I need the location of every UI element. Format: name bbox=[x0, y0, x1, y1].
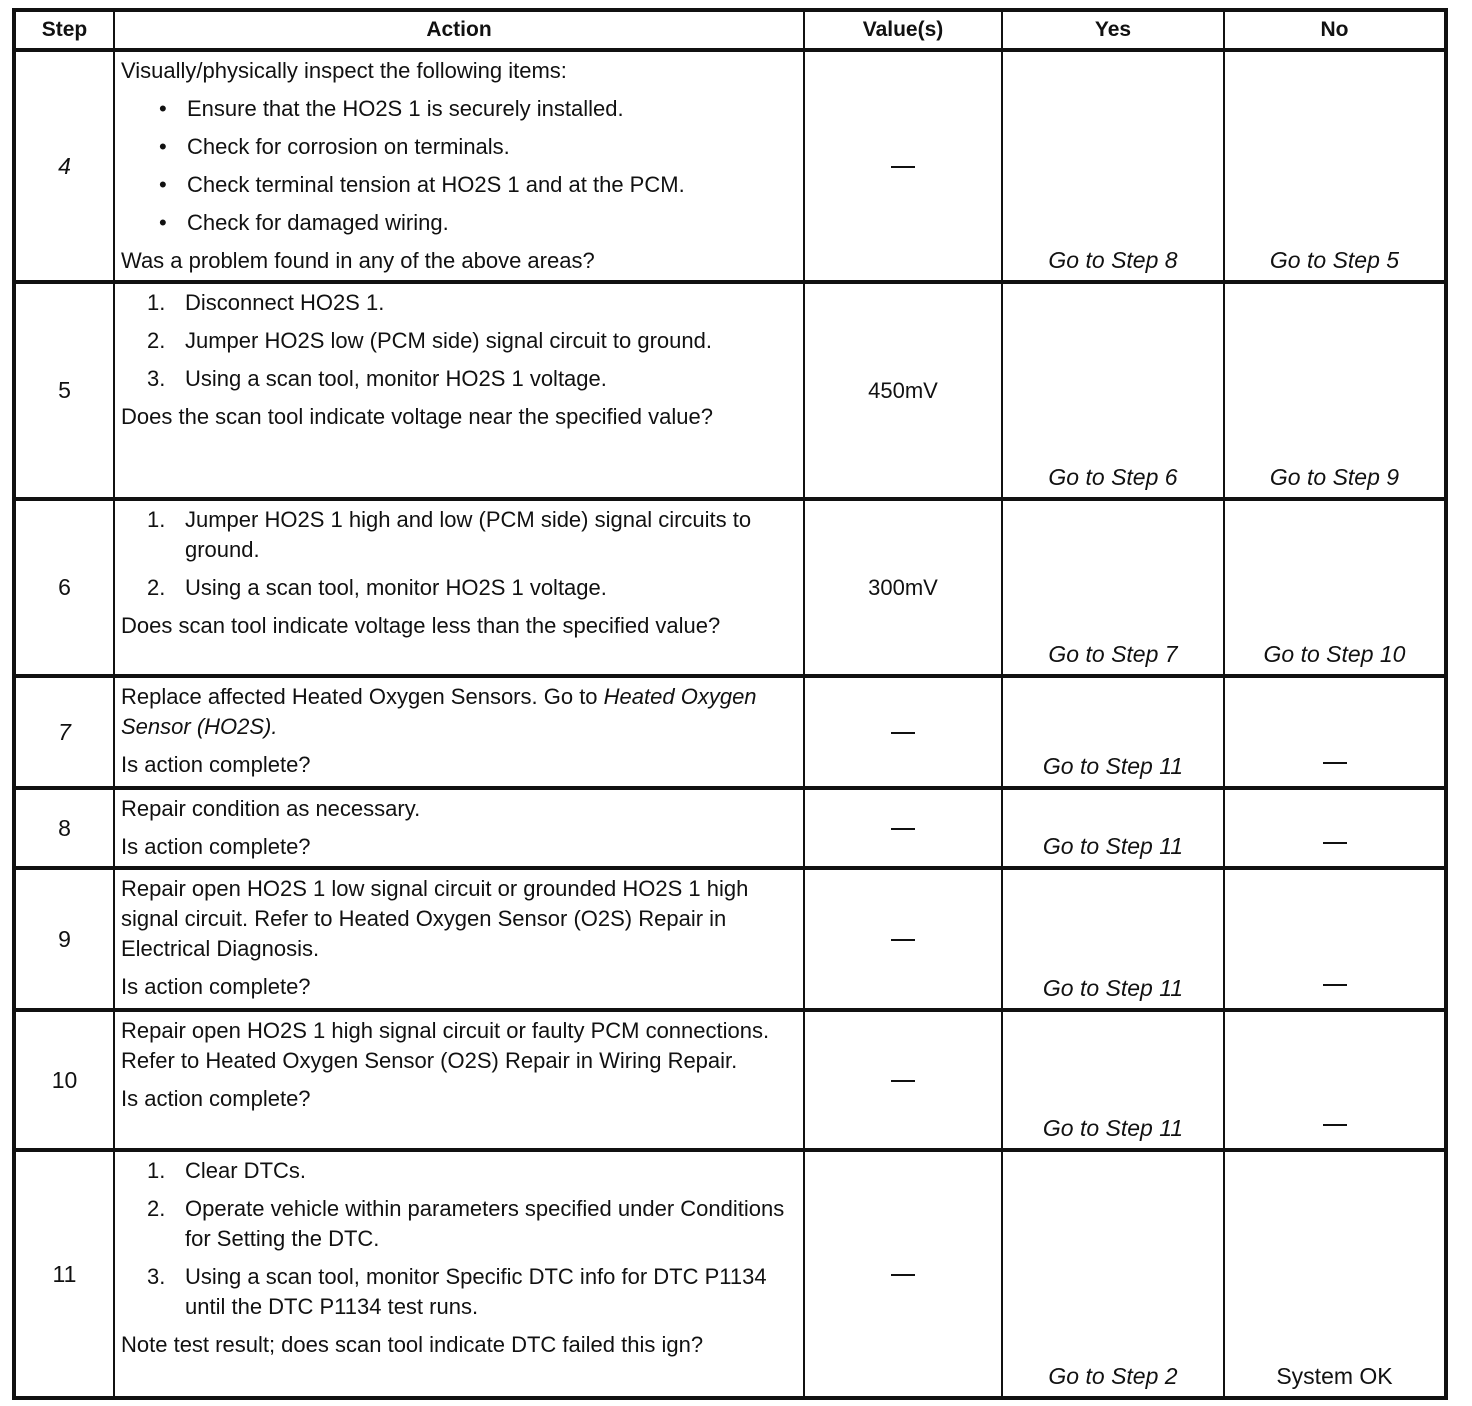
step-number: 9 bbox=[14, 868, 114, 1010]
header-step: Step bbox=[14, 10, 114, 50]
value-cell bbox=[804, 1010, 1002, 1150]
yes-result: Go to Step 11 bbox=[1002, 868, 1224, 1010]
numbered-item bbox=[121, 1262, 797, 1322]
yes-result: Go to Step 7 bbox=[1002, 499, 1224, 676]
numbered-item bbox=[121, 505, 797, 565]
table-row bbox=[14, 282, 1446, 499]
action-cell bbox=[114, 1150, 804, 1398]
action-question: Does scan tool indicate voltage less than the specified value? bbox=[121, 613, 721, 638]
table-row bbox=[14, 788, 1446, 868]
action-question: Note test result; does scan tool indicate DTC failed this ign? bbox=[121, 1332, 704, 1357]
yes-result: Go to Step 8 bbox=[1002, 50, 1224, 282]
value-cell bbox=[804, 676, 1002, 788]
header-action: Action bbox=[114, 10, 804, 50]
dash-mark bbox=[1323, 984, 1347, 986]
table-row bbox=[14, 50, 1446, 282]
action-cell bbox=[114, 282, 804, 499]
value-cell bbox=[804, 1150, 1002, 1398]
yes-result: Go to Step 11 bbox=[1002, 788, 1224, 868]
no-result bbox=[1224, 676, 1446, 788]
diagnostic-table-page bbox=[12, 8, 1444, 1400]
dash-mark bbox=[891, 166, 915, 168]
numbered-item bbox=[121, 1156, 797, 1186]
item-number: 1. bbox=[147, 1158, 166, 1183]
action-cell bbox=[114, 676, 804, 788]
header-row bbox=[14, 10, 1446, 50]
step-number: 8 bbox=[14, 788, 114, 868]
no-result bbox=[1224, 1010, 1446, 1150]
action-question: Is action complete? bbox=[121, 834, 311, 859]
item-number: 1. bbox=[147, 290, 166, 315]
yes-result: Go to Step 2 bbox=[1002, 1150, 1224, 1398]
action-text: Repair condition as necessary. bbox=[121, 796, 421, 821]
bullet-item: • Check terminal tension at HO2S 1 and at the PCM. bbox=[121, 166, 797, 204]
item-number: 2. bbox=[147, 1196, 166, 1221]
no-result: System OK bbox=[1224, 1150, 1446, 1398]
action-text: Repair open HO2S 1 low signal circuit or grounded HO2S 1 high signal circuit. Refer to Heated Oxygen Sensor (O2S) Repair in Electrical Diagnosis. bbox=[121, 876, 749, 961]
yes-result: Go to Step 11 bbox=[1002, 1010, 1224, 1150]
item-text: Operate vehicle within parameters specified under Conditions for Setting the DTC. bbox=[185, 1196, 785, 1251]
action-question: Does the scan tool indicate voltage near the specified value? bbox=[121, 404, 713, 429]
yes-result: Go to Step 6 bbox=[1002, 282, 1224, 499]
item-text: Clear DTCs. bbox=[185, 1158, 307, 1183]
dash-mark bbox=[891, 732, 915, 734]
value-cell bbox=[804, 50, 1002, 282]
item-text: Using a scan tool, monitor Specific DTC info for DTC P1134 until the DTC P1134 test runs. bbox=[185, 1264, 767, 1319]
dash-mark bbox=[891, 1080, 915, 1082]
dash-mark bbox=[1323, 1124, 1347, 1126]
no-result bbox=[1224, 868, 1446, 1010]
action-intro: Visually/physically inspect the following items: bbox=[121, 58, 567, 83]
no-result: Go to Step 5 bbox=[1224, 50, 1446, 282]
item-number: 1. bbox=[147, 507, 166, 532]
numbered-item bbox=[121, 1194, 797, 1254]
item-number: 2. bbox=[147, 575, 166, 600]
header-no: No bbox=[1224, 10, 1446, 50]
action-cell bbox=[114, 50, 804, 282]
yes-result: Go to Step 11 bbox=[1002, 676, 1224, 788]
item-text: Jumper HO2S 1 high and low (PCM side) signal circuits to ground. bbox=[185, 507, 752, 562]
action-question: Is action complete? bbox=[121, 974, 311, 999]
action-text-wrap bbox=[121, 682, 797, 742]
value-cell: 450mV bbox=[804, 282, 1002, 499]
action-question: Is action complete? bbox=[121, 1086, 311, 1111]
step-number: 7 bbox=[14, 676, 114, 788]
dash-mark bbox=[891, 1274, 915, 1276]
step-number: 10 bbox=[14, 1010, 114, 1150]
item-text: Disconnect HO2S 1. bbox=[185, 290, 385, 315]
bullet-item: • Check for damaged wiring. bbox=[121, 204, 797, 242]
numbered-list bbox=[121, 505, 797, 603]
bullet-item: • Ensure that the HO2S 1 is securely installed. bbox=[121, 90, 797, 128]
action-cell bbox=[114, 788, 804, 868]
item-number: 3. bbox=[147, 366, 166, 391]
step-number: 6 bbox=[14, 499, 114, 676]
numbered-item bbox=[121, 288, 797, 318]
numbered-item bbox=[121, 326, 797, 356]
item-text: Using a scan tool, monitor HO2S 1 voltage. bbox=[185, 575, 607, 600]
table-row bbox=[14, 1150, 1446, 1398]
header-values: Value(s) bbox=[804, 10, 1002, 50]
no-result: Go to Step 10 bbox=[1224, 499, 1446, 676]
dash-mark bbox=[891, 939, 915, 941]
action-text: Repair open HO2S 1 high signal circuit or faulty PCM connections. Refer to Heated Oxygen Sensor (O2S) Repair in Wiring Repair. bbox=[121, 1018, 770, 1073]
action-text: Replace affected Heated Oxygen Sensors. Go to bbox=[121, 684, 598, 709]
step-number: 11 bbox=[14, 1150, 114, 1398]
action-cell bbox=[114, 868, 804, 1010]
header-yes: Yes bbox=[1002, 10, 1224, 50]
bullet-item: • Check for corrosion on terminals. bbox=[121, 128, 797, 166]
item-text: Jumper HO2S low (PCM side) signal circuit to ground. bbox=[185, 328, 712, 353]
diagnostic-table bbox=[12, 8, 1448, 1400]
item-number: 3. bbox=[147, 1264, 166, 1289]
table-row bbox=[14, 499, 1446, 676]
section-reference-link[interactable]: Heated Oxygen Sensor (HO2S). bbox=[121, 684, 757, 739]
numbered-list bbox=[121, 1156, 797, 1322]
dash-mark bbox=[1323, 762, 1347, 764]
numbered-list bbox=[121, 288, 797, 394]
dash-mark bbox=[891, 828, 915, 830]
numbered-item bbox=[121, 364, 797, 394]
no-result: Go to Step 9 bbox=[1224, 282, 1446, 499]
item-text: Using a scan tool, monitor HO2S 1 voltage. bbox=[185, 366, 607, 391]
action-question: Was a problem found in any of the above areas? bbox=[121, 248, 595, 273]
bullet-list bbox=[121, 90, 797, 242]
step-number: 4 bbox=[14, 50, 114, 282]
table-row bbox=[14, 676, 1446, 788]
value-cell: 300mV bbox=[804, 499, 1002, 676]
item-number: 2. bbox=[147, 328, 166, 353]
action-cell bbox=[114, 499, 804, 676]
step-number: 5 bbox=[14, 282, 114, 499]
action-cell bbox=[114, 1010, 804, 1150]
table-row bbox=[14, 868, 1446, 1010]
action-question: Is action complete? bbox=[121, 752, 311, 777]
dash-mark bbox=[1323, 842, 1347, 844]
no-result bbox=[1224, 788, 1446, 868]
numbered-item bbox=[121, 573, 797, 603]
table-row bbox=[14, 1010, 1446, 1150]
value-cell bbox=[804, 868, 1002, 1010]
value-cell bbox=[804, 788, 1002, 868]
